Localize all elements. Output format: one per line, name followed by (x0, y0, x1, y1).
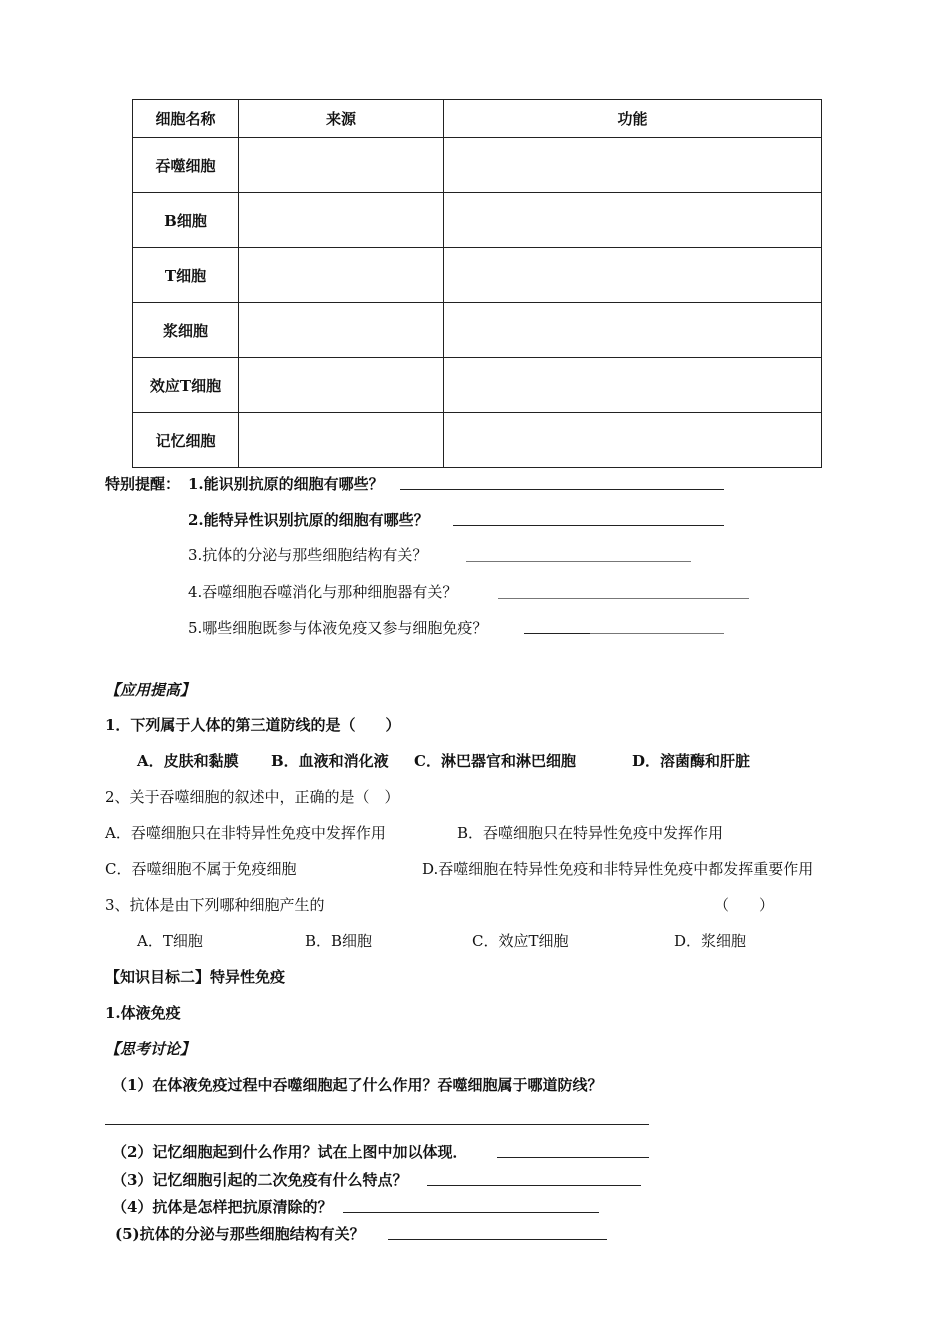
row-label: 记忆细胞 (133, 413, 239, 468)
row-label: T细胞 (133, 248, 239, 303)
apply-q3-option-a[interactable]: A．T细胞 (137, 932, 203, 950)
answer-line-1[interactable] (400, 489, 724, 490)
function-cell[interactable] (444, 413, 822, 468)
source-cell[interactable] (239, 193, 444, 248)
table-row (133, 248, 822, 303)
answer-line-4[interactable] (498, 598, 749, 599)
answer-line-3[interactable] (466, 561, 691, 562)
reminder-question-4: 4.吞噬细胞吞噬消化与那种细胞器有关？ (188, 583, 458, 601)
goal2-heading: 【知识目标二】特异性免疫 (105, 968, 286, 986)
table-row (133, 413, 822, 468)
source-cell[interactable] (239, 358, 444, 413)
apply-q1-option-b[interactable]: B．血液和消化液 (271, 752, 389, 770)
table-row (133, 138, 822, 193)
answer-line-2[interactable] (453, 525, 724, 526)
answer-line-5a[interactable] (524, 633, 590, 634)
row-label: B细胞 (133, 193, 239, 248)
function-cell[interactable] (444, 303, 822, 358)
table-header-row (133, 100, 822, 138)
function-cell[interactable] (444, 248, 822, 303)
apply-q2-option-a[interactable]: A．吞噬细胞只在非特异性免疫中发挥作用 (105, 824, 386, 842)
table-header-source: 来源 (239, 100, 444, 138)
discussion-heading: 【思考讨论】 (105, 1040, 196, 1058)
apply-q3-option-d[interactable]: D．浆细胞 (674, 932, 747, 950)
table-header-function: 功能 (444, 100, 822, 138)
discussion-answer-line-3[interactable] (427, 1185, 641, 1186)
discussion-question-1: （1）在体液免疫过程中吞噬细胞起了什么作用？吞噬细胞属于哪道防线？ (112, 1076, 603, 1094)
apply-q1-option-a[interactable]: A．皮肤和黏膜 (137, 752, 239, 770)
discussion-answer-line-1[interactable] (105, 1124, 649, 1125)
table-row (133, 303, 822, 358)
apply-q3-answer-paren: （ ） (714, 896, 775, 914)
discussion-question-2: （2）记忆细胞起到什么作用？试在上图中加以体现． (112, 1143, 468, 1161)
source-cell[interactable] (239, 413, 444, 468)
row-label: 效应T细胞 (133, 358, 239, 413)
reminder-question-2: 2.能特异性识别抗原的细胞有哪些？ (188, 511, 429, 529)
apply-heading: 【应用提高】 (105, 681, 196, 699)
reminder-question-3: 3.抗体的分泌与那些细胞结构有关？ (188, 546, 428, 564)
cell-table (132, 99, 822, 468)
function-cell[interactable] (444, 193, 822, 248)
source-cell[interactable] (239, 303, 444, 358)
apply-q2-option-c[interactable]: C．吞噬细胞不属于免疫细胞 (105, 860, 297, 878)
function-cell[interactable] (444, 138, 822, 193)
table-header-name: 细胞名称 (133, 100, 239, 138)
apply-q1-option-d[interactable]: D．溶菌酶和肝脏 (632, 752, 751, 770)
reminder-label: 特别提醒： (105, 475, 181, 493)
reminder-question-5: 5.哪些细胞既参与体液免疫又参与细胞免疫？ (188, 619, 488, 637)
apply-q2-option-b[interactable]: B．吞噬细胞只在特异性免疫中发挥作用 (457, 824, 724, 842)
apply-q1-stem: 1．下列属于人体的第三道防线的是（ ） (105, 716, 401, 734)
apply-q3-stem: 3、抗体是由下列哪种细胞产生的 (105, 896, 325, 914)
answer-line-5b[interactable] (590, 633, 724, 634)
source-cell[interactable] (239, 248, 444, 303)
row-label: 吞噬细胞 (133, 138, 239, 193)
apply-q3-option-b[interactable]: B．B细胞 (305, 932, 373, 950)
discussion-answer-line-2[interactable] (497, 1157, 649, 1158)
apply-q1-option-c[interactable]: C．淋巴器官和淋巴细胞 (414, 752, 576, 770)
discussion-answer-line-4[interactable] (343, 1212, 599, 1213)
discussion-question-5: (5)抗体的分泌与那些细胞结构有关？ (115, 1225, 365, 1243)
table-row (133, 358, 822, 413)
function-cell[interactable] (444, 358, 822, 413)
goal2-subheading: 1.体液免疫 (105, 1004, 181, 1022)
source-cell[interactable] (239, 138, 444, 193)
discussion-answer-line-5[interactable] (388, 1239, 607, 1240)
row-label: 浆细胞 (133, 303, 239, 358)
reminder-question-1: 1.能识别抗原的细胞有哪些？ (188, 475, 384, 493)
apply-q2-stem: 2、关于吞噬细胞的叙述中，正确的是（ ） (105, 788, 400, 806)
discussion-question-3: （3）记忆细胞引起的二次免疫有什么特点？ (112, 1171, 408, 1189)
discussion-question-4: （4）抗体是怎样把抗原清除的？ (112, 1198, 333, 1216)
apply-q2-option-d[interactable]: D.吞噬细胞在特异性免疫和非特异性免疫中都发挥重要作用 (422, 860, 814, 878)
apply-q3-option-c[interactable]: C．效应T细胞 (472, 932, 569, 950)
table-row (133, 193, 822, 248)
